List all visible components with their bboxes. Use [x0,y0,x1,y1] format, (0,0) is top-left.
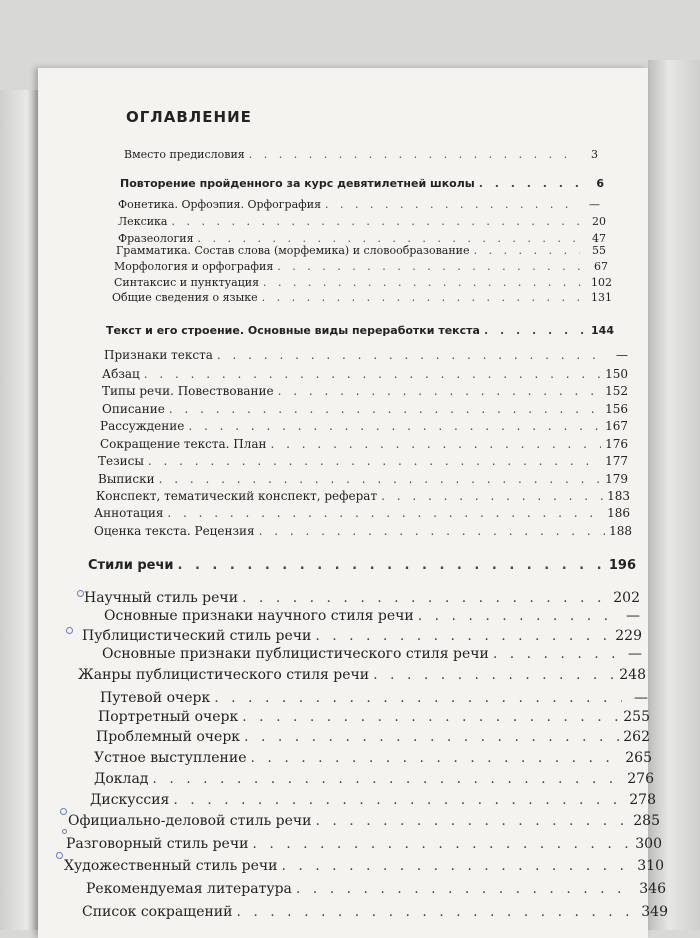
toc-entry-page: 285 [633,813,660,829]
toc-entry-page: 183 [607,489,630,503]
toc-entry [104,608,640,624]
toc-entry-page: 349 [641,904,668,920]
toc-entry [68,813,660,829]
leader-dots [474,244,581,257]
toc-entry-page: 55 [592,244,606,257]
toc-entry-label: Путевой очерк [100,690,211,706]
toc-entry-label: Тезисы [98,454,144,468]
toc-entry-label: Вместо предисловия [124,148,245,161]
toc-entry-page: 262 [623,729,650,745]
toc-entry [120,177,604,190]
toc-entry [78,667,646,683]
toc-entry-label: Официально-деловой стиль речи [68,813,312,829]
leader-dots [281,858,633,874]
toc-entry-label: Публицистический стиль речи [82,628,312,644]
leader-dots [244,729,619,745]
leader-dots [172,215,581,228]
toc-entry-label: Типы речи. Повествование [102,384,274,398]
leader-dots [484,324,587,337]
toc-entry-page: 156 [605,402,628,416]
leader-dots [217,348,602,362]
toc-entry-label: Описание [102,402,165,416]
toc-entry [114,276,612,289]
toc-entry-label: Оценка текста. Рецензия [94,524,255,538]
leader-dots [252,836,631,852]
toc-entry-page: 179 [605,472,628,486]
toc-entry-label: Морфология и орфография [114,260,274,273]
toc-entry-page: 202 [613,590,640,606]
toc-entry [106,324,614,337]
toc-entry-label: Доклад [94,771,149,787]
leader-dots [236,904,637,920]
toc-entry [94,771,654,787]
toc-entry [102,367,628,381]
toc-entry-label: Грамматика. Состав слова (морфемика) и словообразование [116,244,470,257]
pencil-mark-icon [56,852,63,859]
toc-entry [88,558,636,573]
toc-entry-label: Стили речи [88,558,174,573]
leader-dots [271,437,602,451]
toc-entry-page: 47 [592,232,606,245]
toc-entry-label: Выписки [98,472,155,486]
leader-dots [251,750,622,766]
toc-entry-page: 150 [605,367,628,381]
toc-entry-label: Синтаксис и пунктуация [114,276,260,289]
leader-dots [373,667,615,683]
toc-entry-page: 229 [615,628,642,644]
toc-entry-page: 152 [605,384,628,398]
toc-entry-label: Список сокращений [82,904,233,920]
toc-entry-page: 102 [591,276,612,289]
toc-entry-label: Лексика [118,215,168,228]
leader-dots [159,472,602,486]
toc-title: ОГЛАВЛЕНИЕ [126,108,252,126]
toc-entry [102,646,642,662]
leader-dots [259,524,605,538]
toc-entry-page: 300 [635,836,662,852]
leader-dots [316,813,630,829]
leader-dots [315,628,611,644]
toc-entry-page: 346 [639,881,666,897]
toc-entry [98,472,628,486]
leader-dots [262,291,586,304]
toc-entry-label: Научный стиль речи [84,590,239,606]
leader-dots [173,792,625,808]
toc-entry [104,348,628,362]
toc-entry-label: Разговорный стиль речи [66,836,249,852]
leader-dots [169,402,601,416]
toc-entry-page: 255 [623,709,650,725]
toc-entry [102,402,628,416]
toc-entry-page: — [634,690,648,706]
leader-dots [178,558,605,573]
toc-entry-page: — [589,198,600,211]
leader-dots [493,646,616,662]
toc-entry-label: Жанры публицистического стиля речи [78,667,370,683]
toc-entry-label: Основные признаки публицистического стиля речи [102,646,489,662]
leader-dots [325,198,574,211]
toc-entry [82,628,642,644]
toc-entry-page: 248 [619,667,646,683]
toc-entry-page: 6 [596,177,604,190]
leader-dots [278,384,601,398]
pencil-mark-icon [60,808,67,815]
toc-entry-label: Рассуждение [100,419,185,433]
toc-entry [94,524,632,538]
toc-entry [64,858,664,874]
toc-entry [112,291,612,304]
toc-entry [98,709,650,725]
toc-entry [116,244,606,257]
toc-entry-label: Абзац [102,367,140,381]
toc-entry-page: — [616,348,628,362]
toc-entry-label: Признаки текста [104,348,213,362]
toc-entry-page: 188 [609,524,632,538]
toc-entry [96,729,650,745]
toc-entry-page: 276 [627,771,654,787]
pencil-mark-icon [77,590,84,597]
toc-entry [118,215,606,228]
leader-dots [242,709,619,725]
toc-entry-label: Фразеология [118,232,194,245]
toc-entry [100,419,628,433]
toc-entry [66,836,662,852]
toc-entry-page: 310 [637,858,664,874]
leader-dots [242,590,609,606]
leader-dots [152,771,623,787]
leader-dots [249,148,572,161]
toc-entry-label: Текст и его строение. Основные виды переработки текста [106,324,480,337]
toc-entry-page: 20 [592,215,606,228]
pencil-mark-icon [66,627,73,634]
toc-entry-label: Рекомендуемая литература [86,881,292,897]
toc-entry [90,792,656,808]
leader-dots [296,881,635,897]
toc-entry-label: Портретный очерк [98,709,239,725]
leader-dots [263,276,586,289]
pencil-mark-icon [62,829,67,834]
toc-entry [94,506,630,520]
leader-dots [214,690,622,706]
toc-entry-page: 144 [591,324,614,337]
leader-dots [148,454,601,468]
toc-entry-page: — [626,608,640,624]
toc-entry-page: 176 [605,437,628,451]
toc-entry [124,148,598,161]
toc-entry [84,590,640,606]
book-left-edge [0,90,38,930]
toc-entry [118,198,600,211]
toc-entry [94,750,652,766]
leader-dots [479,177,578,190]
toc-entry-page: — [628,646,642,662]
leader-dots [277,260,582,273]
leader-dots [188,419,601,433]
leader-dots [167,506,603,520]
toc-entry-label: Устное выступление [94,750,247,766]
toc-entry [114,260,608,273]
toc-entry-label: Фонетика. Орфоэпия. Орфография [118,198,322,211]
toc-entry [100,437,628,451]
toc-entry-page: 196 [608,558,636,573]
toc-entry-label: Основные признаки научного стиля речи [104,608,414,624]
toc-entry-page: 278 [629,792,656,808]
toc-entry [82,904,668,920]
toc-entry-label: Конспект, тематический конспект, реферат [96,489,378,503]
toc-entry [96,489,630,503]
toc-entry-label: Проблемный очерк [96,729,241,745]
toc-entry-label: Сокращение текста. План [100,437,267,451]
leader-dots [381,489,603,503]
toc-entry-label: Художественный стиль речи [64,858,278,874]
toc-entry-page: 265 [625,750,652,766]
leader-dots [418,608,614,624]
toc-entry [86,881,666,897]
toc-entry-page: 177 [605,454,628,468]
toc-entry [98,454,628,468]
toc-entry-label: Повторение пройденного за курс девятилетней школы [120,177,475,190]
leader-dots [144,367,601,381]
toc-entry [100,690,648,706]
toc-entry-label: Аннотация [94,506,164,520]
toc-entry-label: Дискуссия [90,792,170,808]
toc-entry [102,384,628,398]
toc-entry-label: Общие сведения о языке [112,291,258,304]
toc-entry-page: 131 [591,291,612,304]
toc-entry-page: 186 [607,506,630,520]
toc-entry-page: 3 [591,148,598,161]
toc-entry-page: 67 [594,260,608,273]
toc-entry-page: 167 [605,419,628,433]
